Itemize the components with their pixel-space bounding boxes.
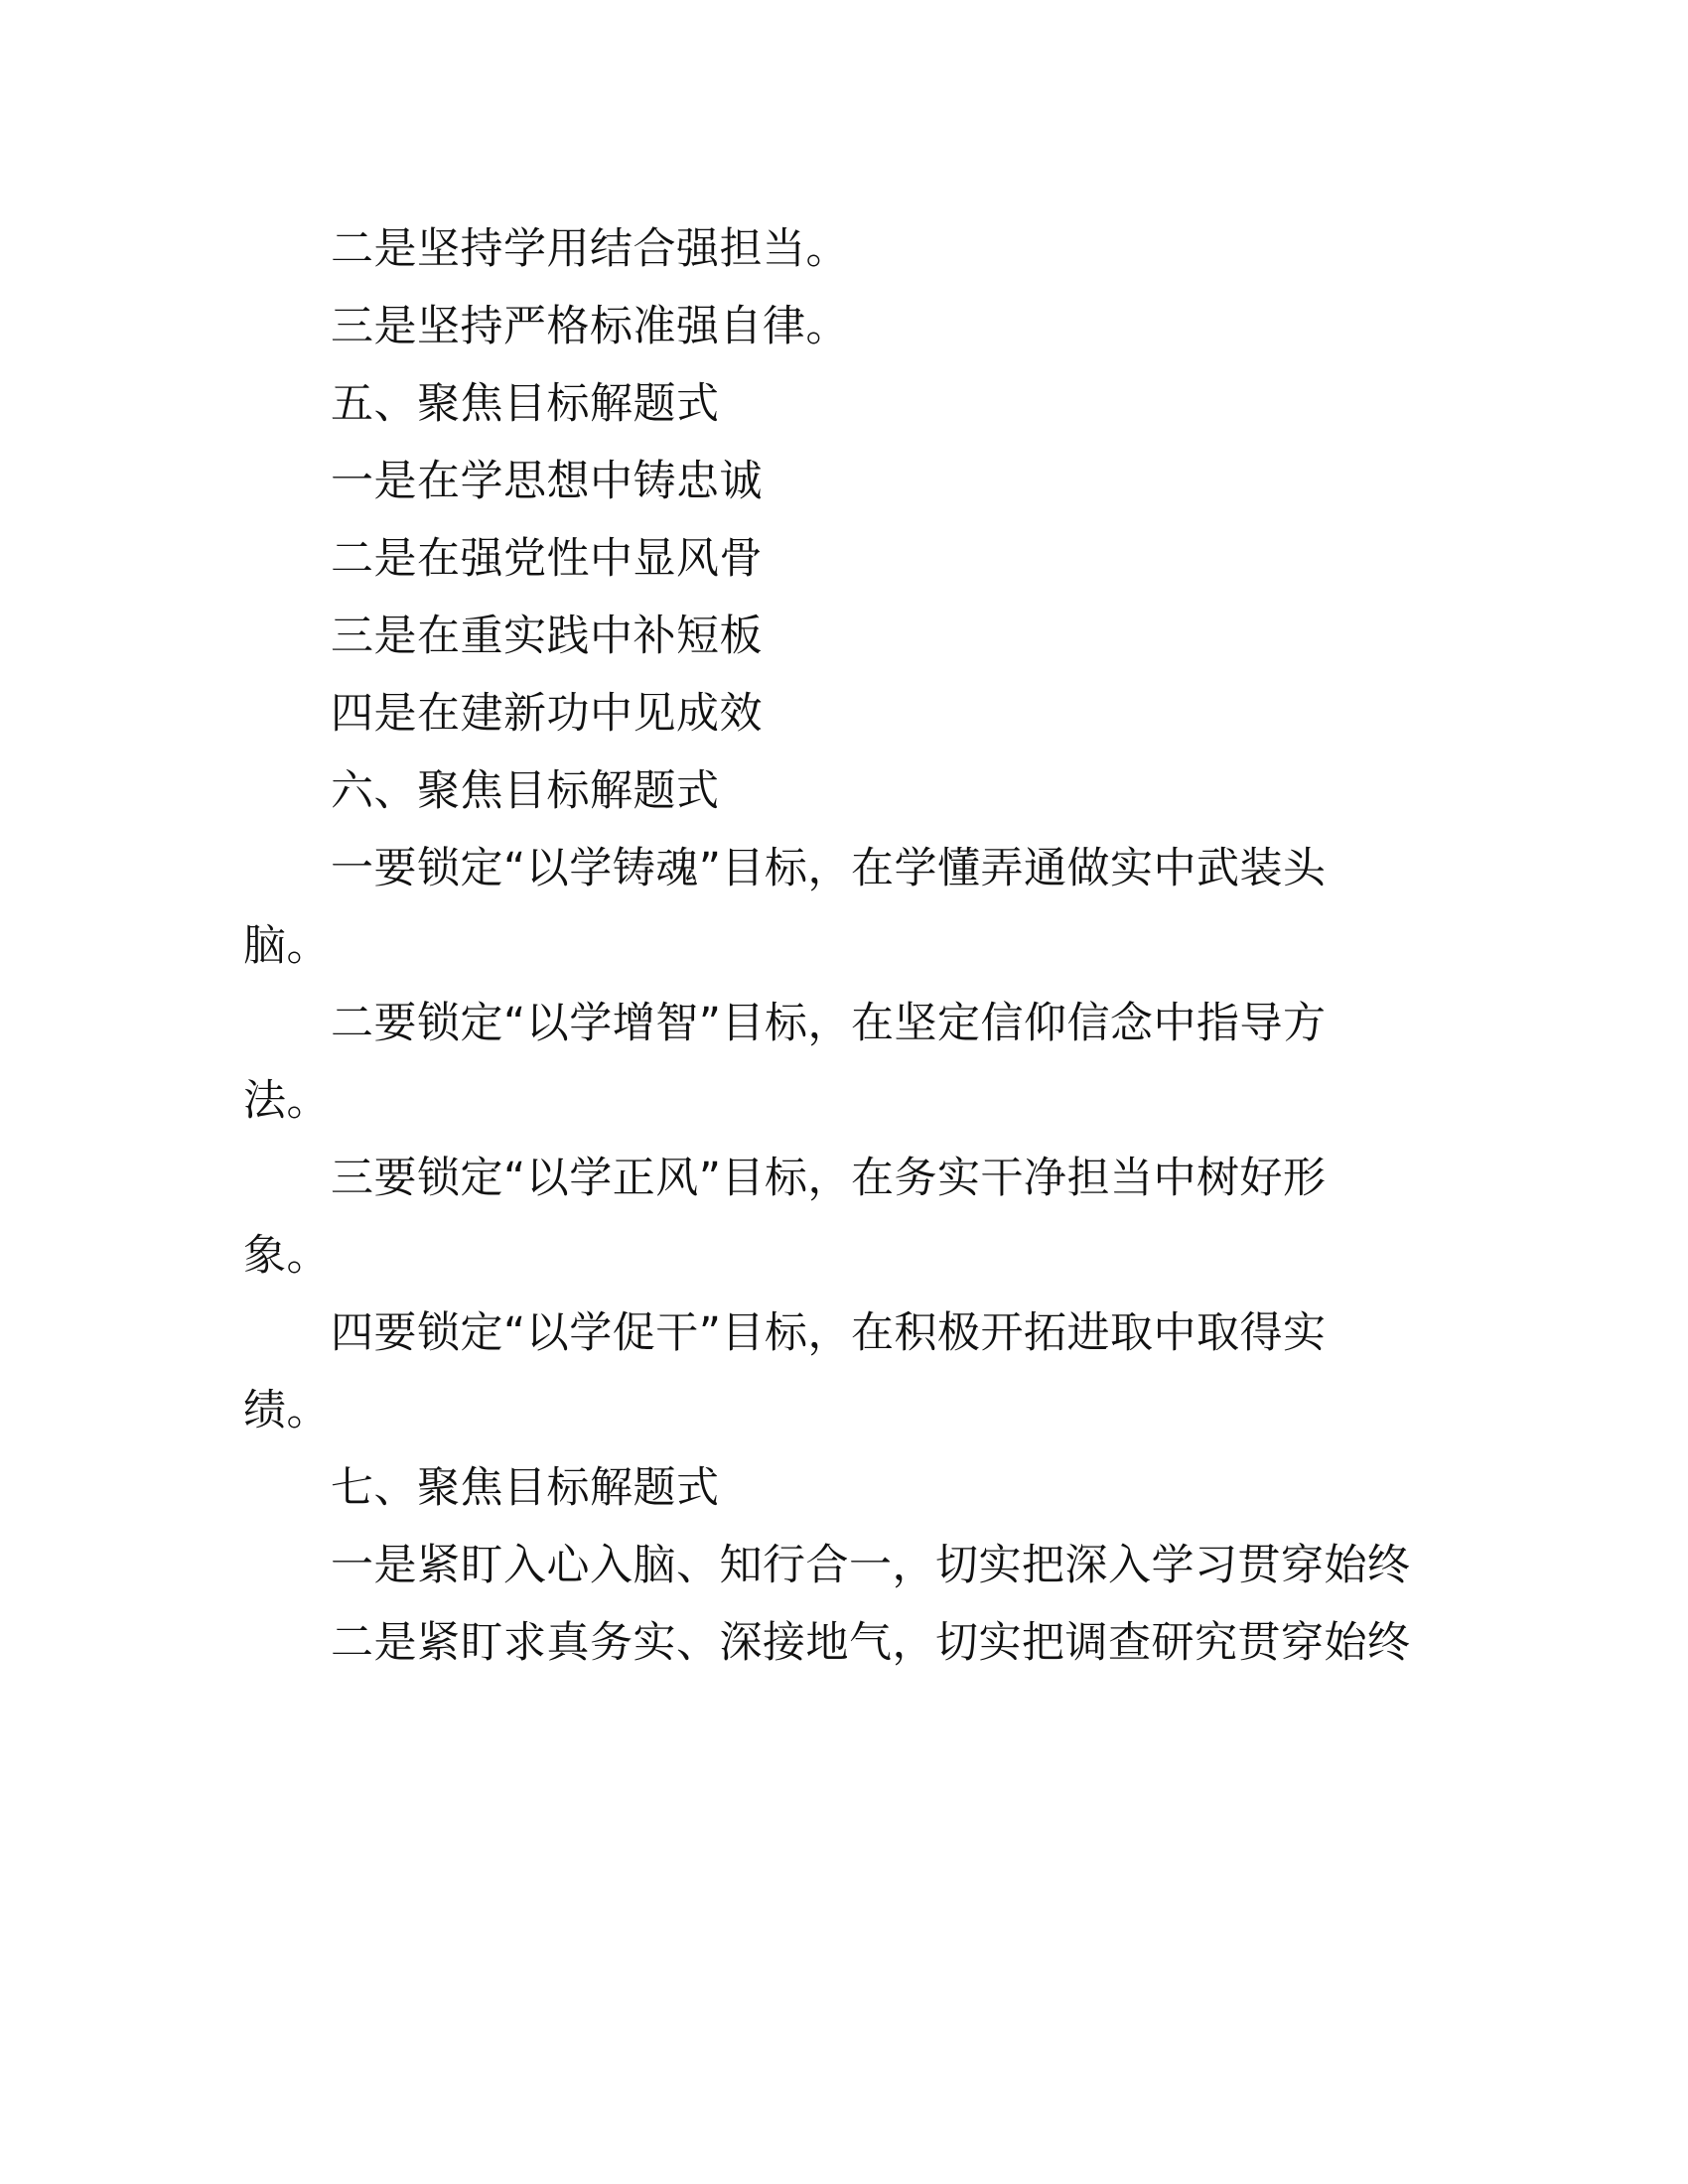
paragraph: 二是紧盯求真务实、深接地气，切实把调查研究贯穿始终 bbox=[331, 1618, 1411, 1668]
paragraph bbox=[243, 1140, 1445, 1295]
paragraph: 三是坚持严格标准强自律。 bbox=[331, 302, 849, 351]
paragraph-line: 脑。 bbox=[243, 921, 330, 971]
section-heading: 五、聚焦目标解题式 bbox=[331, 379, 720, 429]
paragraph: 二是坚持学用结合强担当。 bbox=[331, 224, 849, 274]
paragraph-line: 三要锁定“以学正风”目标，在务实干净担当中树好形 bbox=[331, 1154, 1327, 1203]
document-body bbox=[243, 210, 1445, 1682]
paragraph: 二是在强党性中显风骨 bbox=[331, 534, 763, 584]
section-heading: 六、聚焦目标解题式 bbox=[331, 766, 720, 816]
paragraph bbox=[243, 985, 1445, 1140]
paragraph-line: 法。 bbox=[243, 1076, 330, 1126]
paragraph bbox=[243, 1295, 1445, 1449]
paragraph: 一是在学思想中铸忠诚 bbox=[331, 457, 763, 506]
paragraph-line: 象。 bbox=[243, 1231, 330, 1281]
paragraph-line: 四要锁定“以学促干”目标，在积极开拓进取中取得实 bbox=[331, 1308, 1327, 1358]
paragraph: 四是在建新功中见成效 bbox=[331, 689, 763, 739]
paragraph bbox=[243, 830, 1445, 985]
section-heading: 七、聚焦目标解题式 bbox=[331, 1463, 720, 1513]
paragraph-line: 一要锁定“以学铸魂”目标，在学懂弄通做实中武装头 bbox=[331, 844, 1327, 893]
paragraph: 一是紧盯入心入脑、知行合一，切实把深入学习贯穿始终 bbox=[331, 1541, 1411, 1590]
paragraph: 三是在重实践中补短板 bbox=[331, 612, 763, 661]
paragraph-line: 二要锁定“以学增智”目标，在坚定信仰信念中指导方 bbox=[331, 999, 1327, 1048]
paragraph-line: 绩。 bbox=[243, 1386, 330, 1435]
